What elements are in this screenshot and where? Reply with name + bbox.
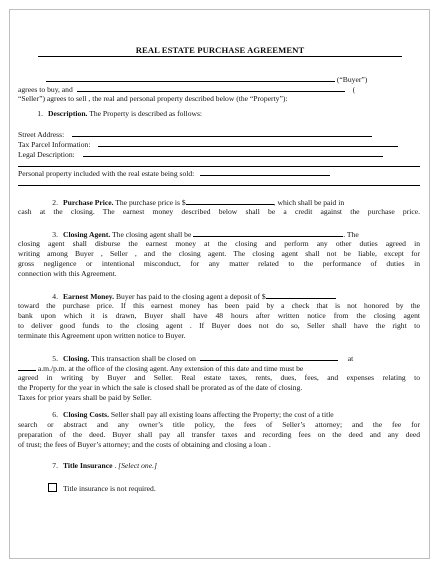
purchase-price-text: The purchase price is $: [115, 198, 186, 207]
section-6-line-2: search or abstract and any owner’s title policy, the fees of Seller’s attorney; and the fee for: [18, 420, 420, 429]
agrees-to-buy-text: agrees to buy, and: [18, 85, 73, 94]
section-6-number: 6.: [52, 410, 58, 419]
section-5-heading: Closing.: [63, 354, 90, 363]
personal-property-line: [18, 168, 420, 179]
personal-property-label: Personal property included with the real estate being sold:: [18, 169, 195, 178]
section-3-heading: Closing Agent.: [63, 230, 111, 239]
select-one-note: [Select one.]: [118, 461, 157, 470]
section-1-heading: Description.: [48, 109, 88, 118]
section-2-heading: Purchase Price.: [63, 198, 114, 207]
section-6-line-4: of trust; the fees of Buyer’s attorney; and the costs of obtaining and closing a loan .: [18, 440, 271, 449]
street-address-label: Street Address:: [18, 130, 65, 139]
section-7-heading-line: 7. Title Insurance . [Select one.]: [18, 461, 420, 471]
section-5-number: 5.: [52, 354, 58, 363]
section-4-line-2: toward the purchase price. If this earnest money has been paid by a check that is not honored by the: [18, 301, 420, 310]
section-2-number: 2.: [52, 198, 58, 207]
description-extra-rule[interactable]: [18, 166, 420, 167]
street-address-blank[interactable]: [72, 129, 372, 137]
section-7-heading: Title Insurance: [63, 461, 113, 470]
section-5-line-5: Taxes for prior years shall be paid by Seller.: [18, 393, 152, 402]
personal-property-extra-rule[interactable]: [18, 185, 420, 186]
deposit-amount-blank[interactable]: [266, 291, 336, 299]
section-6-line-3: preparation of the deed. Buyer shall pay all transfer taxes and recording fees on the deed and any deed: [18, 430, 420, 439]
buyer-label: (“Buyer”): [336, 75, 368, 84]
buyer-name-blank[interactable]: [46, 74, 335, 82]
section-1-text: The Property is described as follows:: [89, 109, 203, 118]
legal-description-label: Legal Description:: [18, 150, 75, 159]
section-3-line-4: gross negligence or intentional misconduct, for any matter related to the performance of duties in: [18, 259, 420, 268]
purchase-price-text-2: , which shall be paid in: [273, 198, 345, 207]
section-2-line-2: cash at the closing. The earnest money described below shall be a credit against the purchase price.: [18, 207, 420, 216]
closing-agent-blank[interactable]: [193, 229, 343, 237]
section-5-line-3: agreed in writing by Buyer and Seller. Real estate taxes, rents, dues, fees, and expenses relating to: [18, 373, 420, 382]
section-6-heading: Closing Costs.: [63, 410, 109, 419]
legal-description-line: [18, 149, 420, 160]
title-underline: [38, 56, 402, 57]
document-title: REAL ESTATE PURCHASE AGREEMENT: [135, 45, 305, 55]
section-4-line-5: terminate this Agreement upon written notice to Buyer.: [18, 331, 186, 340]
purchase-price-blank[interactable]: [186, 197, 274, 205]
section-4-heading: Earnest Money.: [63, 292, 115, 301]
section-4-line-3: bank upon which it is drawn, Buyer shall have 48 hours after written notice from the closing agent: [18, 311, 420, 320]
closing-costs-text: Seller shall pay all existing loans affecting the Property; the cost of a title: [110, 410, 334, 419]
seller-name-blank[interactable]: [77, 84, 345, 92]
section-1-heading-line: [18, 109, 420, 119]
section-4-number: 4.: [52, 292, 58, 301]
tax-parcel-blank[interactable]: [98, 139, 398, 147]
closing-agent-text-2: . The: [343, 230, 359, 239]
tax-parcel-label: Tax Parcel Information:: [18, 140, 91, 149]
section-1-number: 1.: [37, 109, 43, 118]
closing-time-blank[interactable]: [18, 363, 36, 371]
personal-property-blank[interactable]: [200, 168, 330, 176]
section-7-number: 7.: [52, 461, 58, 470]
section-4-line-4: to deliver good funds to the closing agent . If Buyer does not do so, Seller shall have the right to: [18, 321, 420, 330]
seller-agrees-line: “Seller”) agrees to sell , the real and personal property described below (the “Property”):: [18, 94, 288, 103]
deposit-text: Buyer has paid to the closing agent a deposit of $: [115, 292, 266, 301]
title-insurance-option-1: [48, 483, 440, 494]
title-insurance-not-required-checkbox[interactable]: [48, 483, 57, 492]
legal-description-blank[interactable]: [83, 149, 383, 157]
section-6-line-1: [18, 410, 420, 420]
at-text: at: [347, 354, 354, 363]
closed-on-text: This transaction shall be closed on: [91, 354, 196, 363]
section-5-line-4: the Property for the year in which the sale is closed shall be prorated as of the date of closing.: [18, 383, 303, 392]
title-insurance-not-required-label: Title insurance is not required.: [63, 484, 156, 493]
section-3-line-3: writing among Buyer , Seller , and the closing agent. The closing agent shall not be liable, except for: [18, 249, 420, 258]
closing-date-blank[interactable]: [200, 353, 338, 361]
section-3-line-5: connection with this Agreement.: [18, 269, 117, 278]
paren-open: (: [352, 85, 356, 94]
closing-time-text: a.m./p.m. at the office of the closing agent. Any extension of this date and time must be: [37, 364, 304, 373]
section-3-number: 3.: [52, 230, 58, 239]
closing-agent-text: The closing agent shall be: [112, 230, 192, 239]
section-3-line-2: closing agent shall disburse the earnest money at the closing and perform any other duties agreed in: [18, 239, 420, 248]
